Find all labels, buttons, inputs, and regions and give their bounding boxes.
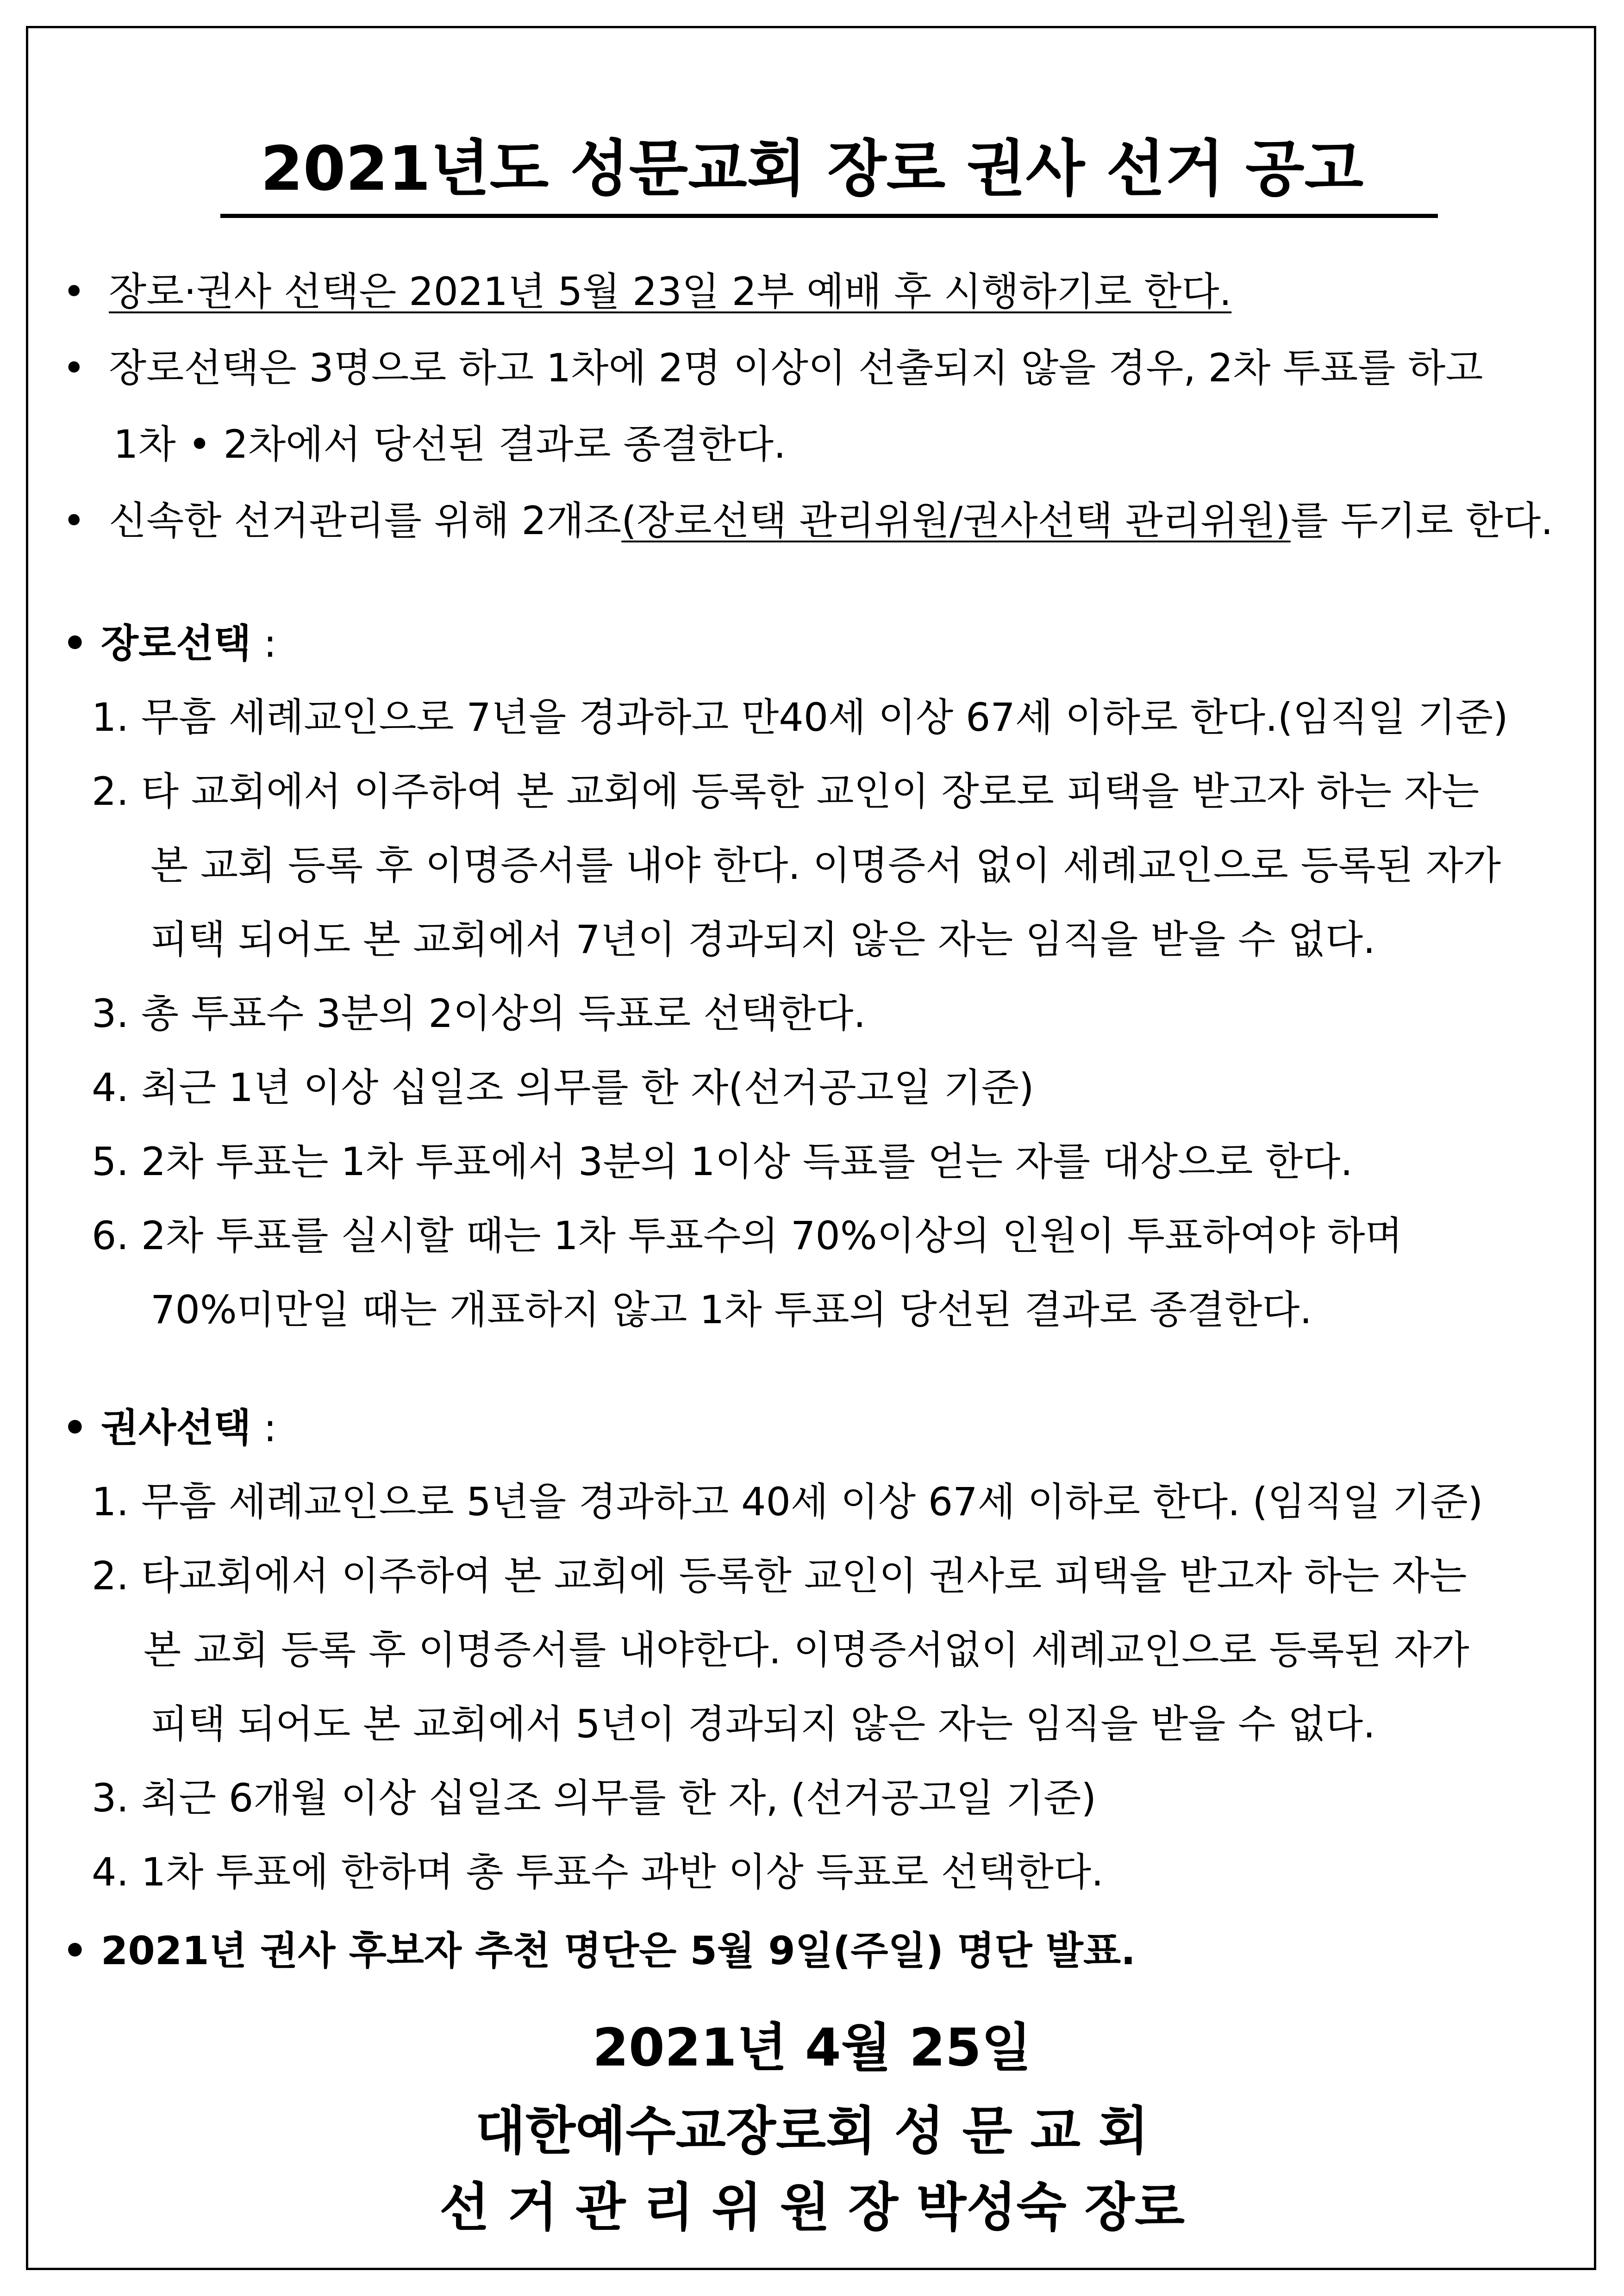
elder-item: 70%미만일 때는 개표하지 않고 1차 투표의 당선된 결과로 종결한다.	[150, 1287, 1312, 1332]
intro-item-1: 장로·권사 선택은 2021년 5월 23일 2부 예배 후 시행하기로 한다.	[109, 269, 1232, 314]
intro-item-2-line-1: 장로선택은 3명으로 하고 1차에 2명 이상이 선출되지 않을 경우, 2차 투표를 하고	[109, 345, 1483, 391]
deaconess-item: 본 교회 등록 후 이명증서를 내야한다. 이명증서없이 세례교인으로 등록된 자가	[144, 1627, 1469, 1673]
deaconess-heading-colon: :	[263, 1405, 277, 1450]
church-name: 대한예수교장로회 성 문 교 회	[475, 2101, 1149, 2161]
intro-item-3-before: 신속한 선거관리를 위해 2개조	[109, 498, 622, 543]
intro-item-3	[109, 495, 1553, 546]
elder-item: 본 교회 등록 후 이명증서를 내야 한다. 이명증서 없이 세례교인으로 등록된 자가	[150, 843, 1501, 888]
page-title: 2021년도 성문교회 장로 권사 선거 공고	[260, 133, 1364, 205]
deaconess-item: 2. 타교회에서 이주하여 본 교회에 등록한 교인이 권사로 피택을 받고자 하는 자는	[92, 1553, 1467, 1599]
deaconess-item: 3. 최근 6개월 이상 십일조 의무를 한 자, (선거공고일 기준)	[92, 1775, 1097, 1821]
intro-item-2-line-2: 1차 • 2차에서 당선된 결과로 종결한다.	[113, 422, 786, 467]
committee-signer: 선 거 관 리 위 원 장 박성숙 장로	[439, 2178, 1185, 2238]
deaconess-item: 4. 1차 투표에 한하며 총 투표수 과반 이상 득표로 선택한다.	[92, 1849, 1104, 1895]
elder-item: 4. 최근 1년 이상 십일조 의무를 한 자(선거공고일 기준)	[92, 1065, 1034, 1110]
deaconess-heading	[62, 1402, 277, 1453]
elder-heading-label: • 장로선택	[62, 621, 251, 666]
bullet-icon: •	[62, 498, 86, 543]
announcement-date: 2021년 4월 25일	[592, 2018, 1032, 2078]
title-underline	[220, 214, 1438, 218]
elder-item: 3. 총 투표수 3분의 2이상의 득표로 선택한다.	[92, 991, 866, 1036]
elder-heading	[62, 618, 277, 669]
bullet-icon: •	[62, 345, 86, 391]
bullet-icon: •	[62, 269, 86, 314]
elder-item: 1. 무흠 세례교인으로 7년을 경과하고 만40세 이상 67세 이하로 한다.(임직일 기준)	[92, 695, 1508, 740]
deaconess-item: 피택 되어도 본 교회에서 5년이 경과되지 않은 자는 임직을 받을 수 없다.	[150, 1701, 1375, 1747]
deaconess-heading-label: • 권사선택	[62, 1405, 251, 1450]
elder-item: 2. 타 교회에서 이주하여 본 교회에 등록한 교인이 장로로 피택을 받고자 하는 자는	[92, 769, 1480, 814]
elder-item: 6. 2차 투표를 실시할 때는 1차 투표수의 70%이상의 인원이 투표하여야 하며	[92, 1213, 1403, 1258]
elder-item: 피택 되어도 본 교회에서 7년이 경과되지 않은 자는 임직을 받을 수 없다.	[150, 917, 1375, 962]
candidate-notice: • 2021년 권사 후보자 추천 명단은 5월 9일(주일) 명단 발표.	[62, 1928, 1136, 1973]
intro-item-3-underlined: (장로선택 관리위원/권사선택 관리위원)	[621, 498, 1291, 543]
elder-heading-colon: :	[263, 621, 277, 666]
elder-item: 5. 2차 투표는 1차 투표에서 3분의 1이상 득표를 얻는 자를 대상으로 한다.	[92, 1139, 1353, 1184]
deaconess-item: 1. 무흠 세례교인으로 5년을 경과하고 40세 이상 67세 이하로 한다. (임직일 기준)	[92, 1479, 1483, 1524]
intro-item-3-after: 를 두기로 한다.	[1290, 498, 1553, 543]
